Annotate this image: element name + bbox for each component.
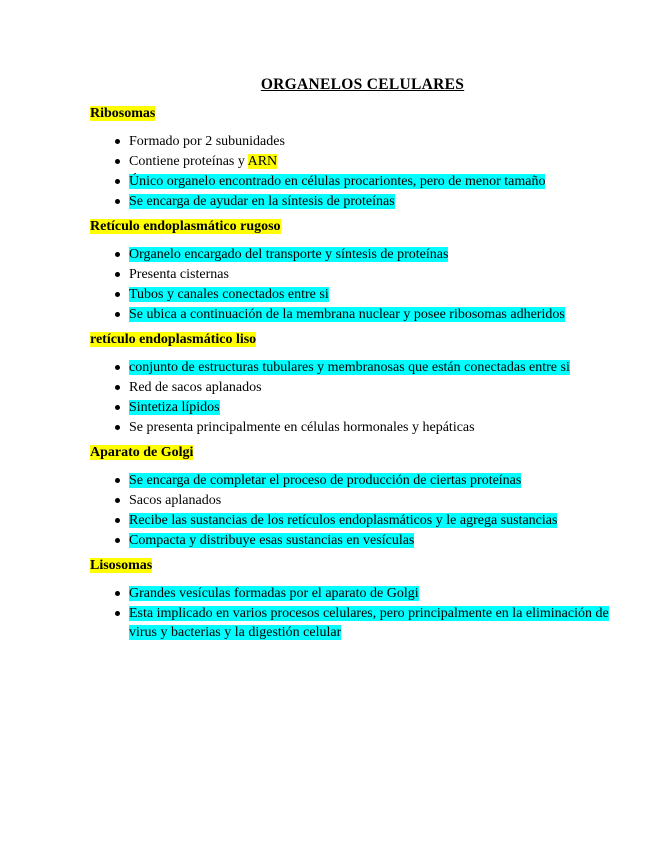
list-item-text: Sintetiza lípidos [129,400,220,415]
section-heading [90,217,615,236]
list-item-text: Recibe las sustancias de los retículos endoplasmáticos y le agrega sustancias [129,513,558,528]
list-item [90,511,615,530]
list-item [90,152,615,171]
section-heading-text: Retículo endoplasmático rugoso [90,219,281,234]
section-heading [90,443,615,462]
section-heading-text: Lisosomas [90,558,153,573]
section-heading [90,556,615,575]
list-item-text: Se encarga de completar el proceso de producción de ciertas proteínas [129,473,522,488]
section-heading-text: Aparato de Golgi [90,445,194,460]
list-item-text: Sacos aplanados [129,493,222,508]
section [90,556,615,642]
section-heading [90,330,615,349]
list-item-text: Contiene proteínas y [129,154,248,169]
list-item [90,604,615,642]
section [90,330,615,437]
list-item [90,285,615,304]
list-item [90,192,615,211]
list-item-text: Se encarga de ayudar en la síntesis de proteínas [129,194,395,209]
list-item [90,471,615,490]
section-heading-text: retículo endoplasmático liso [90,332,257,347]
list-item [90,398,615,417]
list-item-text: Red de sacos aplanados [129,380,262,395]
list-item [90,491,615,510]
bullet-list [90,471,615,550]
list-item [90,132,615,151]
list-item [90,531,615,550]
bullet-list [90,358,615,437]
section [90,104,615,211]
section [90,217,615,324]
section-heading [90,104,615,123]
sections-container [90,104,615,642]
list-item [90,358,615,377]
list-item [90,584,615,603]
list-item-text: conjunto de estructuras tubulares y membranosas que están conectadas entre si [129,360,570,375]
list-item [90,172,615,191]
list-item-text: Organelo encargado del transporte y síntesis de proteínas [129,247,449,262]
list-item-text: Formado por 2 subunidades [129,134,285,149]
list-item [90,265,615,284]
list-item-text: Se ubica a continuación de la membrana nuclear y posee ribosomas adheridos [129,307,565,322]
list-item-text: Presenta cisternas [129,267,229,282]
bullet-list [90,584,615,642]
list-item-text: Grandes vesículas formadas por el aparato de Golgi [129,586,419,601]
list-item [90,378,615,397]
list-item-text: Se presenta principalmente en células hormonales y hepáticas [129,420,475,435]
bullet-list [90,245,615,324]
list-item-text: Único organelo encontrado en células procariontes, pero de menor tamaño [129,174,546,189]
list-item [90,418,615,437]
list-item-text: Esta implicado en varios procesos celulares, pero principalmente en la eliminación de virus y bacterias y la digestión celular [129,606,609,640]
section [90,443,615,550]
list-item-text: Compacta y distribuye esas sustancias en vesículas [129,533,415,548]
section-heading-text: Ribosomas [90,106,156,121]
list-item-highlight-text: ARN [247,154,278,169]
document-title: ORGANELOS CELULARES [260,76,465,93]
list-item-text: Tubos y canales conectados entre si [129,287,329,302]
list-item [90,305,615,324]
bullet-list [90,132,615,211]
list-item [90,245,615,264]
